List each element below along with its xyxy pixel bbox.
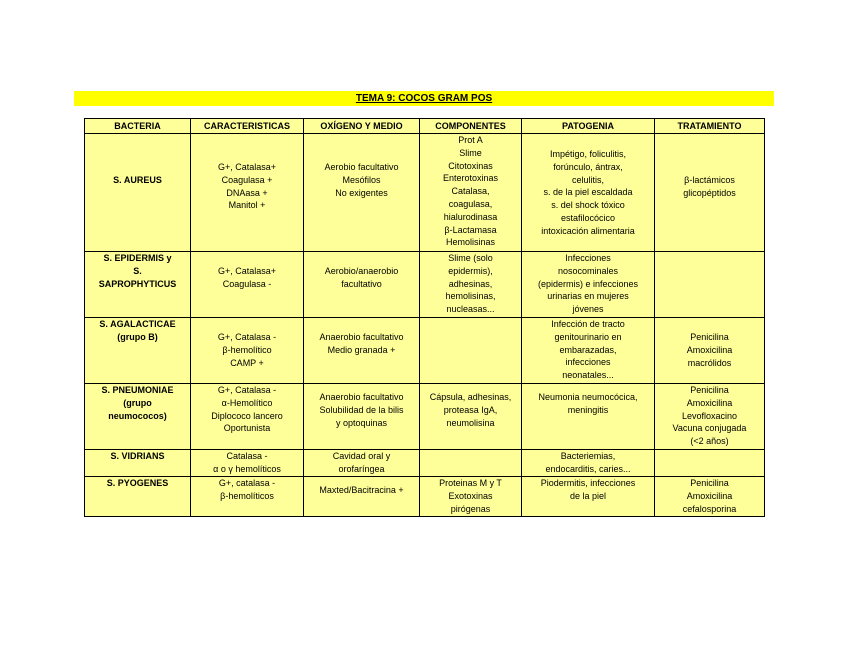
cell-tratamiento: Penicilina Amoxicilina Levofloxacino Vacuna conjugada (<2 años) <box>655 384 765 450</box>
table-row <box>85 318 765 384</box>
table-row <box>85 384 765 450</box>
table-header-row <box>85 119 765 134</box>
document-title: TEMA 9: COCOS GRAM POS <box>355 93 493 104</box>
cell-bacteria: S. VIDRIANS <box>85 450 191 477</box>
cell-oxigeno: Aerobio facultativo Mesófilos No exigentes <box>304 134 420 252</box>
cell-oxigeno: Anaerobio facultativo Medio granada + <box>304 318 420 384</box>
cell-oxigeno: Aerobio/anaerobio facultativo <box>304 252 420 318</box>
header-caracteristicas: CARACTERISTICAS <box>191 119 304 134</box>
cell-componentes: Slime (solo epidermis), adhesinas, hemolisinas, nucleasas... <box>420 252 522 318</box>
cell-oxigeno: Cavidad oral y orofaríngea <box>304 450 420 477</box>
table-row <box>85 134 765 252</box>
cell-patogenia: Impétigo, foliculitis, forúnculo, ántrax, celulitis, s. de la piel escaldada s. del shock tóxico estafilocócico intoxicación alimentaria <box>522 134 655 252</box>
cell-tratamiento: Penicilina Amoxicilina macrólidos <box>655 318 765 384</box>
cell-componentes: Prot A Slime Citotoxinas Enterotoxinas Catalasa, coagulasa, hialurodinasa β-Lactamasa Hemolisinas <box>420 134 522 252</box>
cell-caracteristicas: G+, Catalasa - α-Hemolítico Diplococo lancero Oportunista <box>191 384 304 450</box>
cell-tratamiento <box>655 450 765 477</box>
cell-patogenia: Infección de tracto genitourinario en embarazadas, infecciones neonatales... <box>522 318 655 384</box>
cell-bacteria: S. AGALACTICAE (grupo B) <box>85 318 191 384</box>
cell-componentes: Cápsula, adhesinas, proteasa IgA, neumolisina <box>420 384 522 450</box>
bacteria-table <box>84 118 765 517</box>
cell-caracteristicas: Catalasa - α o γ hemolíticos <box>191 450 304 477</box>
cell-tratamiento <box>655 252 765 318</box>
cell-caracteristicas: G+, Catalasa+ Coagulasa - <box>191 252 304 318</box>
table-row <box>85 450 765 477</box>
cell-componentes <box>420 450 522 477</box>
header-bacteria: BACTERIA <box>85 119 191 134</box>
cell-patogenia: Piodermitis, infecciones de la piel <box>522 477 655 517</box>
cell-bacteria: S. PYOGENES <box>85 477 191 517</box>
cell-caracteristicas: G+, catalasa - β-hemolíticos <box>191 477 304 517</box>
cell-componentes: Proteinas M y T Exotoxinas pirógenas <box>420 477 522 517</box>
cell-oxigeno: Maxted/Bacitracina + <box>304 477 420 517</box>
cell-caracteristicas: G+, Catalasa - β-hemolítico CAMP + <box>191 318 304 384</box>
cell-patogenia: Infecciones nosocominales (epidermis) e infecciones urinarias en mujeres jóvenes <box>522 252 655 318</box>
cell-patogenia: Bacteriemias, endocarditis, caries... <box>522 450 655 477</box>
document-title-bar <box>74 91 774 106</box>
cell-componentes <box>420 318 522 384</box>
header-tratamiento: TRATAMIENTO <box>655 119 765 134</box>
cell-bacteria: S. PNEUMONIAE (grupo neumococos) <box>85 384 191 450</box>
cell-caracteristicas: G+, Catalasa+ Coagulasa + DNAasa + Manitol + <box>191 134 304 252</box>
header-oxigeno-medio: OXÍGENO Y MEDIO <box>304 119 420 134</box>
header-componentes: COMPONENTES <box>420 119 522 134</box>
cell-tratamiento: Penicilina Amoxicilina cefalosporina <box>655 477 765 517</box>
cell-patogenia: Neumonia neumocócica, meningitis <box>522 384 655 450</box>
table-row <box>85 252 765 318</box>
cell-bacteria: S. EPIDERMIS y S. SAPROPHYTICUS <box>85 252 191 318</box>
table-row <box>85 477 765 517</box>
cell-oxigeno: Anaerobio facultativo Solubilidad de la bilis y optoquinas <box>304 384 420 450</box>
header-patogenia: PATOGENIA <box>522 119 655 134</box>
cell-tratamiento: β-lactámicos glicopéptidos <box>655 134 765 252</box>
cell-bacteria: S. AUREUS <box>85 134 191 252</box>
